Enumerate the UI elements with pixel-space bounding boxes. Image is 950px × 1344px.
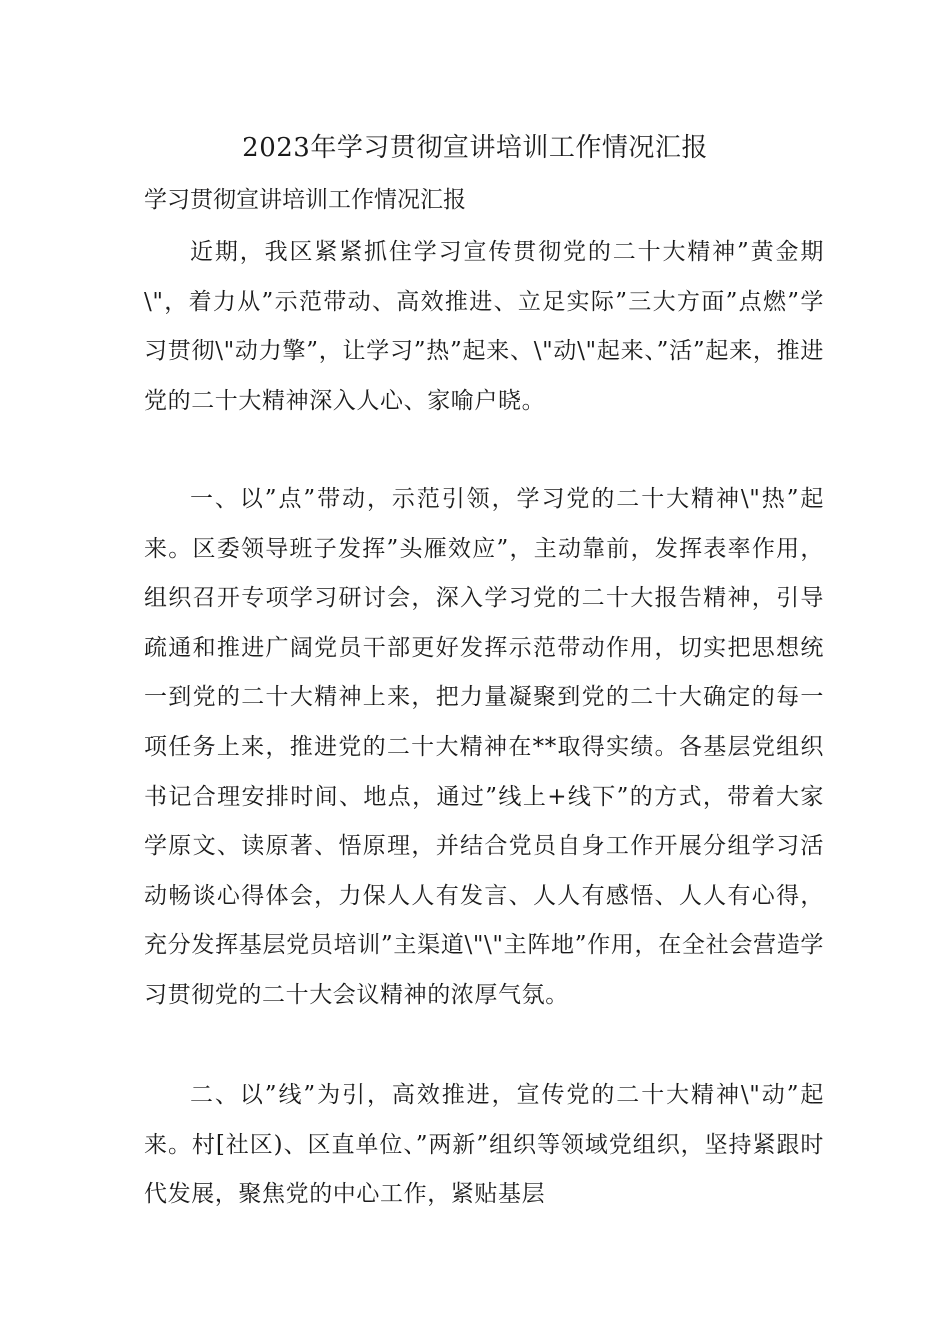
document-title: 2023年学习贯彻宣讲培训工作情况汇报 (242, 133, 708, 163)
document-subtitle: 学习贯彻宣讲培训工作情况汇报 (144, 187, 466, 213)
paragraph-section-two: 二、以”线”为引，高效推进，宣传党的二十大精神\"动”起来。村[社区)、区直单位、”两新”组织等领域党组织，坚持紧跟时代发展，聚焦党的中心工作，紧贴基层 (144, 1082, 824, 1208)
paragraph-section-one: 一、以”点”带动，示范引领，学习党的二十大精神\"热”起来。区委领导班子发挥”头雁效应”，主动靠前，发挥表率作用，组织召开专项学习研讨会，深入学习党的二十大报告精神，引导疏通和推进广阔党员干部更好发挥示范带动作用，切实把思想统一到党的二十大精神上来，把力量凝聚到党的二十大确定的每一项任务上来，推进党的二十大精神在**取得实绩。各基层党组织书记合理安排时间、地点，通过”线上+线下”的方式，带着大家学原文、读原著、悟原理，并结合党员自身工作开展分组学习活动畅谈心得体会，力保人人有发言、人人有感悟、人人有心得，充分发挥基层党员培训”主渠道\"\"主阵地”作用，在全社会营造学习贯彻党的二十大会议精神的浓厚气氛。 (144, 486, 824, 1008)
paragraph-intro: 近期，我区紧紧抓住学习宣传贯彻党的二十大精神”黄金期\"，着力从”示范带动、高效推进、立足实际”三大方面”点燃”学习贯彻\"动力擎”，让学习”热”起来、\"动\"起来、”活”起来，推进党的二十大精神深入人心、家喻户晓。 (144, 239, 824, 414)
